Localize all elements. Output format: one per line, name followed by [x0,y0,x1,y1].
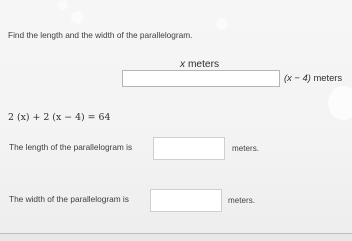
background-decoration [216,18,228,30]
width-question-prompt: The width of the parallelogram is [9,194,129,204]
length-answer-unit: meters. [232,144,259,153]
diagram-length-label [180,59,219,70]
width-unit: meters [313,72,343,83]
problem-instruction: Find the length and the width of the parallelogram. [8,30,193,40]
background-decoration [328,86,352,120]
width-answer-input[interactable] [150,189,222,212]
width-answer-unit: meters. [228,196,255,205]
length-answer-input[interactable] [153,137,225,160]
parallelogram-diagram [122,70,280,87]
length-unit: meters [187,59,220,70]
background-decoration [58,0,68,10]
length-question-prompt: The length of the parallelogram is [9,142,133,152]
diagram-width-label [284,72,342,83]
perimeter-equation: 2 (x) + 2 (x − 4) = 64 [8,112,111,123]
width-expression: (x − 4) [284,72,311,83]
length-variable: x [180,59,186,70]
background-decoration [71,11,84,24]
